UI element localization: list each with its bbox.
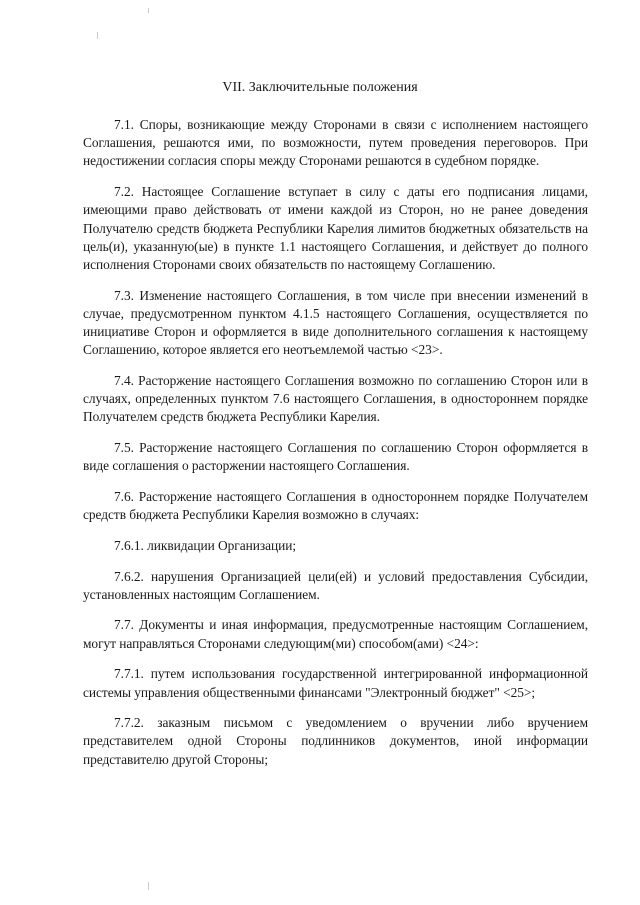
paragraph-7-2: 7.2. Настоящее Соглашение вступает в силу с даты его подписания лицами, имеющими право действовать от имени каждой из Сторон, но не ранее доведения Получателю средств бюджета Республики Карелия лимитов бюджетных обязательств на цель(и), указанную(ые) в пункте 1.1 настоящего Соглашения, и действует до полного исполнения Сторонами своих обязательств по настоящему Соглашению. — [83, 184, 588, 272]
section-heading: VII. Заключительные положения — [222, 80, 418, 95]
scan-margin-mark — [148, 882, 149, 890]
paragraph-7-7-1: 7.7.1. путем использования государственной интегрированной информационной системы управления общественными финансами "Электронный бюджет" <25>; — [83, 666, 588, 700]
paragraph-7-6: 7.6. Расторжение настоящего Соглашения в одностороннем порядке Получателем средств бюджета Республики Карелия возможно в случаях: — [83, 488, 588, 523]
paragraph-7-6-2: 7.6.2. нарушения Организацией цели(ей) и условий предоставления Субсидии, установленных настоящим Соглашением. — [83, 568, 588, 602]
paragraph-7-7: 7.7. Документы и иная информация, предусмотренные настоящим Соглашением, могут направляться Сторонами следующим(ми) способом(ами) <24>: — [83, 617, 588, 651]
paragraph-7-6-1: 7.6.1. ликвидации Организации; — [114, 537, 297, 553]
paragraph-7-4: 7.4. Расторжение настоящего Соглашения возможно по соглашению Сторон или в случаях, определенных пунктом 7.6 настоящего Соглашения, в одностороннем порядке Получателем средств бюджета Республики Карелия. — [83, 372, 588, 425]
paragraph-7-3: 7.3. Изменение настоящего Соглашения, в том числе при внесении изменений в случае, предусмотренном пунктом 4.1.5 настоящего Соглашения, осуществляется по инициативе Сторон и оформляется в виде дополнительного соглашения к настоящему Соглашению, которое является его неотъемлемой частью <23>. — [83, 287, 588, 358]
scan-margin-mark — [148, 8, 149, 13]
paragraph-7-7-2: 7.7.2. заказным письмом с уведомлением о вручении либо вручением представителем одной Стороны подлинников документов, иной информации представителю другой Стороны; — [83, 715, 588, 767]
paragraph-7-1: 7.1. Споры, возникающие между Сторонами в связи с исполнением настоящего Соглашения, решаются ими, по возможности, путем проведения переговоров. При недостижении согласия споры между Сторонами решаются в судебном порядке. — [83, 117, 588, 169]
paragraph-7-5: 7.5. Расторжение настоящего Соглашения по соглашению Сторон оформляется в виде соглашения о расторжении настоящего Соглашения. — [83, 440, 588, 474]
scan-margin-mark — [97, 32, 98, 39]
document-body — [83, 116, 588, 781]
